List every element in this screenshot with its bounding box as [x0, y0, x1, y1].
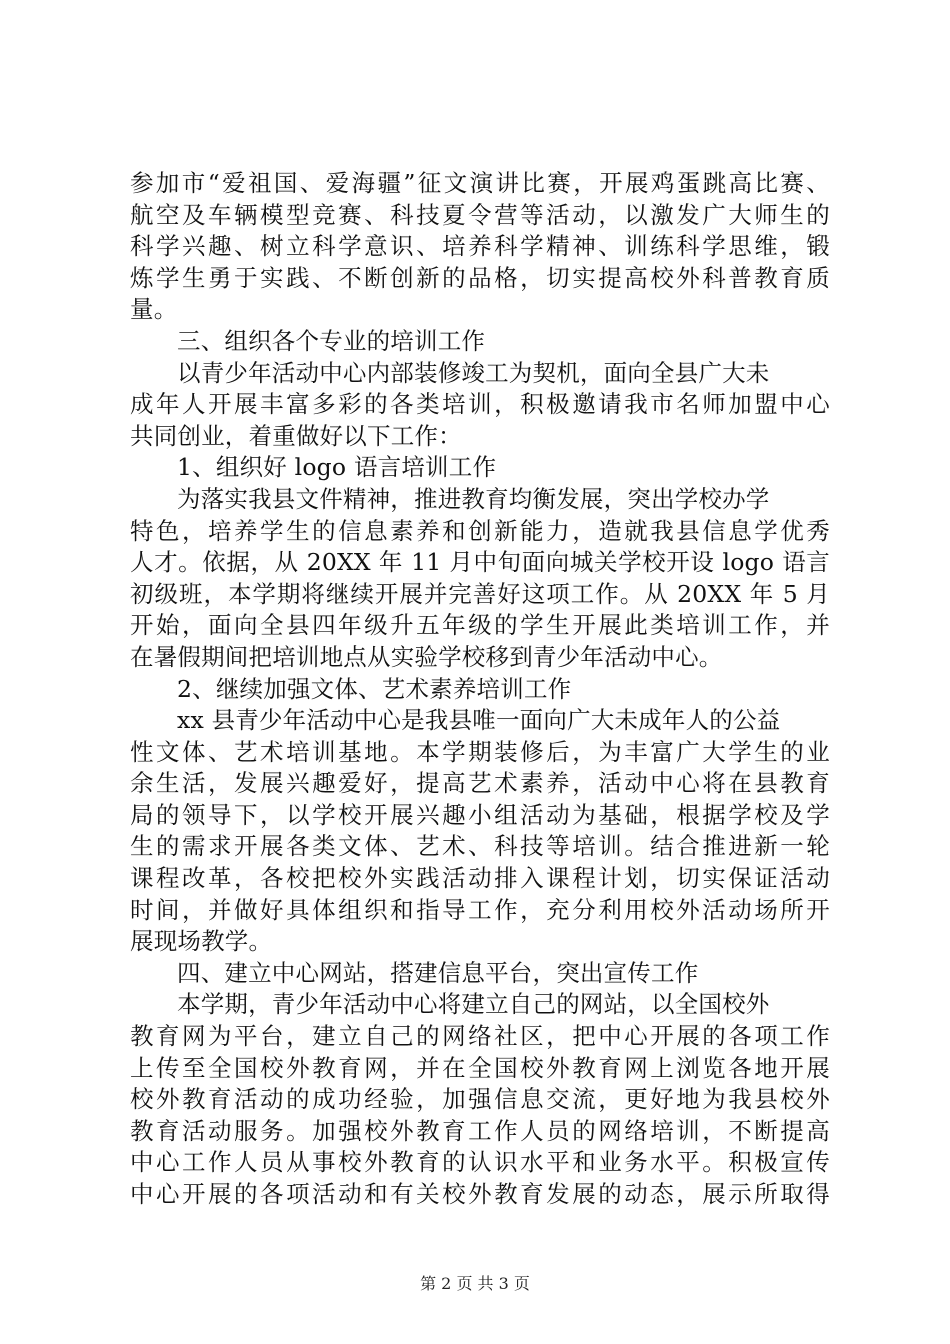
paragraph-line: 初级班，本学期将继续开展并完善好这项工作。从 20XX 年 5 月	[130, 579, 830, 608]
paragraph-line: 开始，面向全县四年级升五年级的学生开展此类培训工作，并	[130, 611, 830, 640]
paragraph-line: 性文体、艺术培训基地。本学期装修后，为丰富广大学生的业	[130, 737, 830, 766]
paragraph-line: 本学期，青少年活动中心将建立自己的网站，以全国校外	[177, 990, 770, 1019]
section-heading-line: 1、组织好 logo 语言培训工作	[177, 453, 497, 482]
paragraph-line: 课程改革，各校把校外实践活动排入课程计划，切实保证活动	[130, 864, 830, 893]
paragraph-line: 展现场教学。	[130, 927, 273, 956]
paragraph-line: 参加市“爱祖国、爱海疆”征文演讲比赛，开展鸡蛋跳高比赛、	[130, 169, 830, 197]
paragraph-line: 时间，并做好具体组织和指导工作，充分利用校外活动场所开	[130, 895, 830, 924]
paragraph-line: 教育活动服务。加强校外教育工作人员的网络培训，不断提高	[130, 1116, 830, 1145]
paragraph-line: 在暑假期间把培训地点从实验学校移到青少年活动中心。	[130, 642, 723, 671]
paragraph-line: 特色，培养学生的信息素养和创新能力，造就我县信息学优秀	[130, 516, 830, 545]
paragraph-line: 以青少年活动中心内部装修竣工为契机，面向全县广大未	[177, 358, 770, 387]
paragraph-line: 中心工作人员从事校外教育的认识水平和业务水平。积极宣传	[130, 1148, 830, 1177]
paragraph-line: 成年人开展丰富多彩的各类培训，积极邀请我市名师加盟中心	[130, 390, 830, 419]
paragraph-line: 上传至全国校外教育网，并在全国校外教育网上浏览各地开展	[130, 1053, 830, 1082]
document-body	[130, 168, 830, 1211]
page-footer: 第 2 页 共 3 页	[420, 1274, 530, 1293]
paragraph-line: 炼学生勇于实践、不断创新的品格，切实提高校外科普教育质	[130, 263, 830, 292]
paragraph-line: 人才。依据，从 20XX 年 11 月中旬面向城关学校开设 logo 语言	[130, 548, 830, 577]
section-heading-line: 2、继续加强文体、艺术素养培训工作	[177, 674, 572, 703]
paragraph-line: 为落实我县文件精神，推进教育均衡发展，突出学校办学	[177, 484, 770, 513]
paragraph-line: 航空及车辆模型竞赛、科技夏令营等活动，以激发广大师生的	[130, 200, 830, 229]
paragraph-line: 校外教育活动的成功经验，加强信息交流，更好地为我县校外	[130, 1085, 830, 1114]
paragraph-line: 共同创业，着重做好以下工作：	[130, 421, 462, 450]
paragraph-line: 科学兴趣、树立科学意识、培养科学精神、训练科学思维，锻	[130, 232, 830, 261]
paragraph-line: 中心开展的各项活动和有关校外教育发展的动态，展示所取得	[130, 1180, 830, 1208]
section-heading-line: 四、建立中心网站，搭建信息平台，突出宣传工作	[177, 958, 699, 987]
paragraph-line: xx 县青少年活动中心是我县唯一面向广大未成年人的公益	[177, 706, 781, 735]
section-heading-line: 三、组织各个专业的培训工作	[177, 326, 486, 355]
paragraph-line: 量。	[130, 295, 178, 324]
paragraph-line: 生的需求开展各类文体、艺术、科技等培训。结合推进新一轮	[130, 832, 830, 861]
paragraph-line: 余生活，发展兴趣爱好，提高艺术素养，活动中心将在县教育	[130, 769, 830, 798]
paragraph-line: 教育网为平台，建立自己的网络社区，把中心开展的各项工作	[130, 1022, 830, 1051]
paragraph-line: 局的领导下，以学校开展兴趣小组活动为基础，根据学校及学	[130, 800, 830, 829]
